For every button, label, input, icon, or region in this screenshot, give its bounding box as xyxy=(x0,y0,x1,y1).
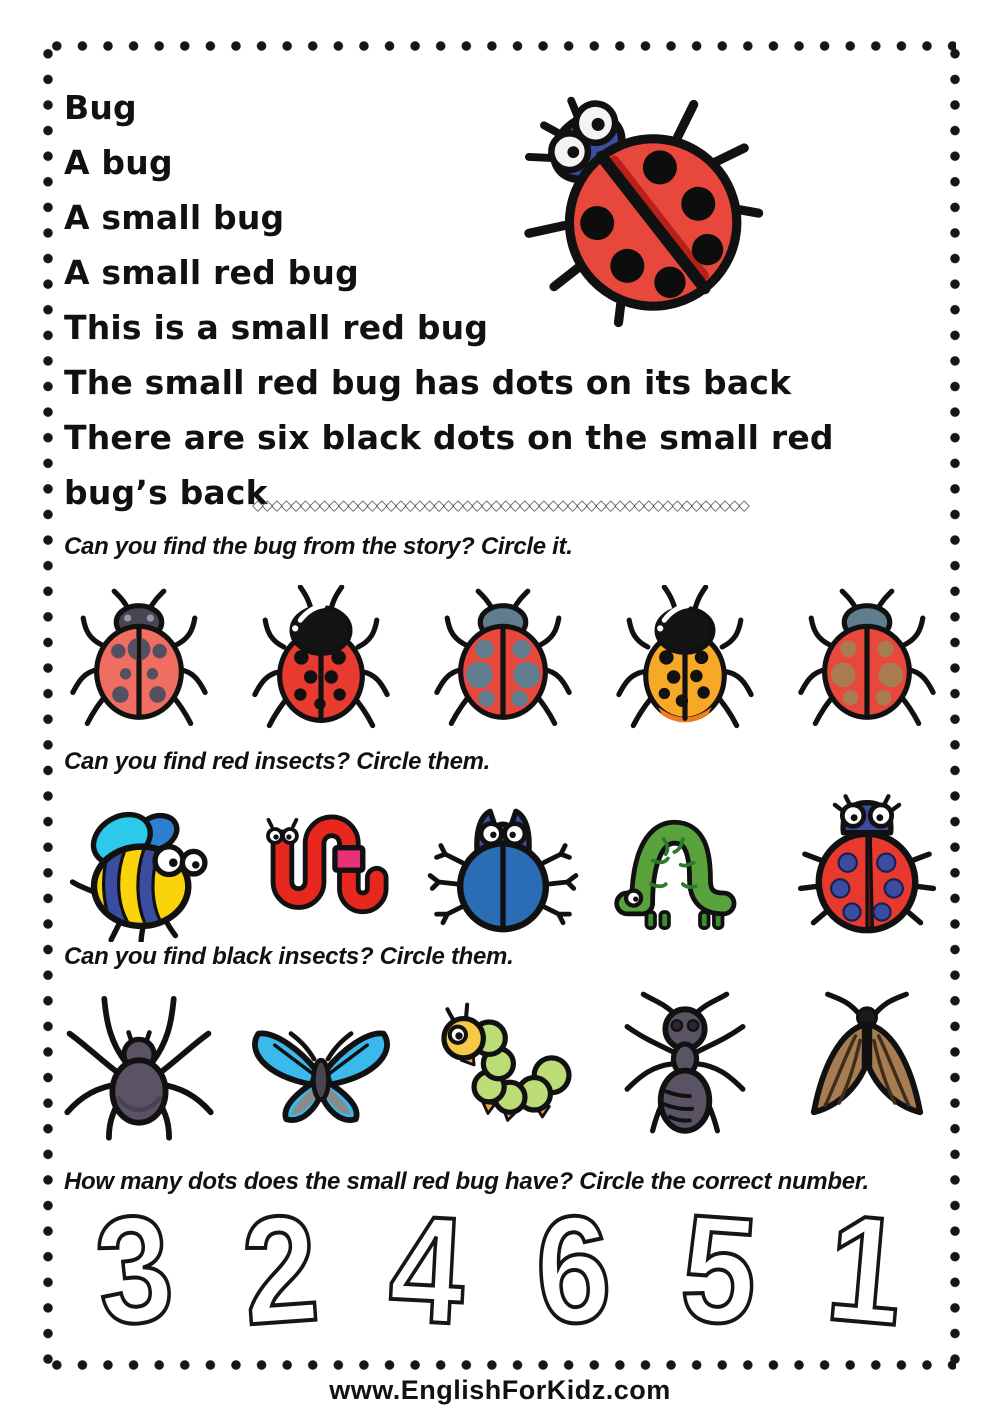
dotted-border-left xyxy=(43,41,53,1370)
prompt-find-black-insects: Can you find black insects? Circle them. xyxy=(64,943,514,970)
insect-spider-icon[interactable] xyxy=(58,985,220,1147)
story-line: There are six black dots on the small red bug’s back xyxy=(64,418,834,512)
ladybug-row xyxy=(58,585,948,740)
story-line: A bug xyxy=(64,143,173,182)
story-line: A small bug xyxy=(64,198,285,237)
number-option[interactable]: 2 xyxy=(237,1182,324,1358)
story-line: A small red bug xyxy=(64,253,359,292)
story-line: The small red bug has dots on its back xyxy=(64,363,792,402)
section-divider: ◇◇◇◇◇◇◇◇◇◇◇◇◇◇◇◇◇◇◇◇◇◇◇◇◇◇◇◇◇◇◇◇◇◇◇◇◇◇◇◇◇◇◇◇◇◇◇◇◇◇◇◇ xyxy=(252,497,748,514)
dotted-border-right xyxy=(950,41,960,1370)
dotted-border-top xyxy=(44,41,956,51)
story-text xyxy=(64,80,936,520)
insect-green-inchworm-icon[interactable] xyxy=(604,792,766,942)
insect-ant-icon[interactable] xyxy=(604,985,766,1147)
prompt-count-dots: How many dots does the small red bug have? Circle the correct number. xyxy=(64,1168,869,1195)
insect-ladybug-bluegray-spots-icon[interactable] xyxy=(422,585,584,740)
website-link[interactable]: www.EnglishForKidz.com xyxy=(329,1375,671,1405)
black-insects-row xyxy=(58,985,948,1147)
insect-ladybug-gray-spots-icon[interactable] xyxy=(58,585,220,740)
insect-moth-icon[interactable] xyxy=(786,985,948,1147)
insect-caterpillar-icon[interactable] xyxy=(422,985,584,1147)
number-option[interactable]: 6 xyxy=(531,1183,615,1357)
red-insects-row xyxy=(58,792,948,942)
story-line: Bug xyxy=(64,88,137,127)
insect-bee-icon[interactable] xyxy=(58,792,220,942)
insect-blue-beetle-icon[interactable] xyxy=(422,792,584,942)
number-option[interactable]: 5 xyxy=(676,1182,763,1358)
ladybug-hero-icon xyxy=(505,78,790,346)
number-option[interactable]: 4 xyxy=(385,1183,469,1357)
insect-worm-icon[interactable] xyxy=(240,792,402,942)
insect-ladybug-blue-spots-icon[interactable] xyxy=(786,792,948,942)
prompt-find-story-bug: Can you find the bug from the story? Circle it. xyxy=(64,533,573,560)
story-line: This is a small red bug xyxy=(64,308,489,347)
insect-ladybug-black-spots-icon[interactable] xyxy=(240,585,402,740)
insect-ladybug-brown-spots-icon[interactable] xyxy=(786,585,948,740)
prompt-find-red-insects: Can you find red insects? Circle them. xyxy=(64,748,491,775)
insect-butterfly-icon[interactable] xyxy=(240,985,402,1147)
insect-ladybug-orange-icon[interactable] xyxy=(604,585,766,740)
number-option[interactable]: 3 xyxy=(88,1181,181,1359)
number-option[interactable]: 1 xyxy=(821,1182,911,1358)
dotted-border-bottom xyxy=(44,1360,956,1370)
